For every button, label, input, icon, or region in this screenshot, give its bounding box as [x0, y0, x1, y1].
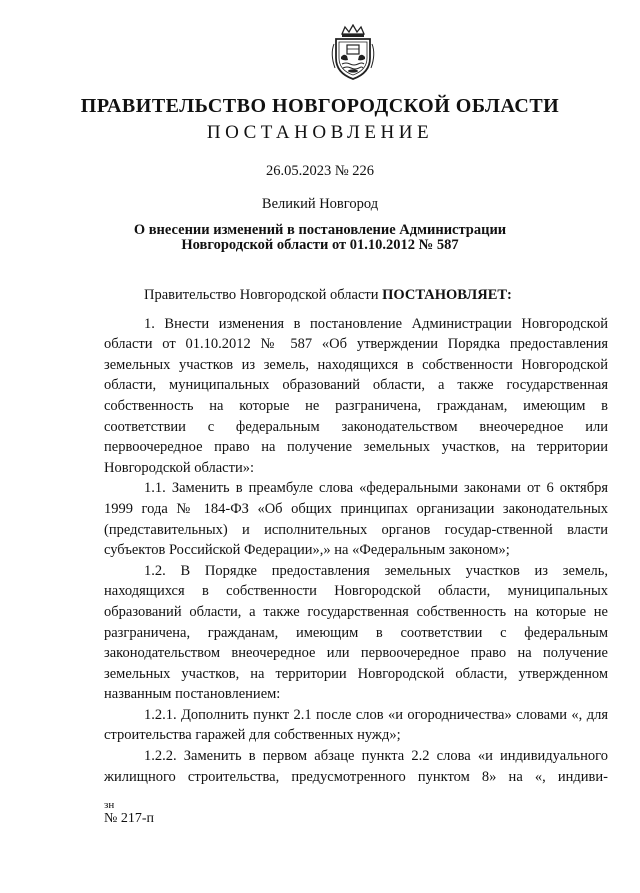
document-date-number: 26.05.2023 № 226: [265, 163, 375, 179]
coat-of-arms-icon: [328, 24, 378, 82]
subject-line-2: Новгородской области от 01.10.2012 № 587: [181, 237, 459, 253]
document-footer: [104, 799, 154, 827]
executor-initials: зн: [104, 799, 115, 811]
document-subject: [0, 223, 640, 253]
subject-line-1: О внесении изменений в постановление Администрации: [133, 222, 507, 238]
document-type: ПОСТАНОВЛЕНИЕ: [206, 122, 434, 143]
paragraph-1-1: 1.1. Заменить в преамбуле слова «федеральными законами от 6 октября 1999 года № 184-ФЗ «Об общих принципах организации законодательных (представительных) и исполнительных органов государ-ственной власти субъектов Российской Федерации»,» на «Федеральным законом»;: [104, 480, 608, 559]
paragraph-1: 1. Внести изменения в постановление Администрации Новгородской области от 01.10.2012 № 587 «Об утверждении Порядка предоставления земельных участков из земель, находящихся в собственности Новгородской области, муниципальных образований области, а также государственная собственность на которые не разграничена, гражданам, имеющим в соответствии с федеральным законодательством внеочередное или первоочередное право на получение земельных участков, на территории Новгородской области»:: [104, 315, 608, 476]
paragraph-1-2: 1.2. В Порядке предоставления земельных участков из земель, находящихся в собственности Новгородской области, муниципальных образований области, а также государственная собственность на которые не разграничена, гражданам, имеющим в соответствии с федеральным законодательством внеочередное или первоочередное право на получение земельных участков, на территории Новгородской области, утвержденном названным постановлением:: [104, 562, 608, 703]
document-city: Великий Новгород: [261, 196, 379, 212]
document-body: [104, 285, 608, 787]
intro-text: Правительство Новгородской области: [144, 287, 383, 303]
paragraph-1-2-2: 1.2.2. Заменить в первом абзаце пункта 2.2 слова «и индивидуального жилищного строительства, предусмотренного пунктом 8» на «, индиви-: [104, 748, 608, 785]
intro-resolves: ПОСТАНОВЛЯЕТ:: [382, 287, 512, 303]
intro-paragraph: [104, 285, 608, 306]
internal-doc-number: № 217-п: [104, 811, 155, 826]
government-title: ПРАВИТЕЛЬСТВО НОВГОРОДСКОЙ ОБЛАСТИ: [80, 95, 560, 117]
paragraph-1-2-1: 1.2.1. Дополнить пункт 2.1 после слов «и огородничества» словами «, для строительства гаражей для собственных нужд»;: [104, 706, 608, 744]
